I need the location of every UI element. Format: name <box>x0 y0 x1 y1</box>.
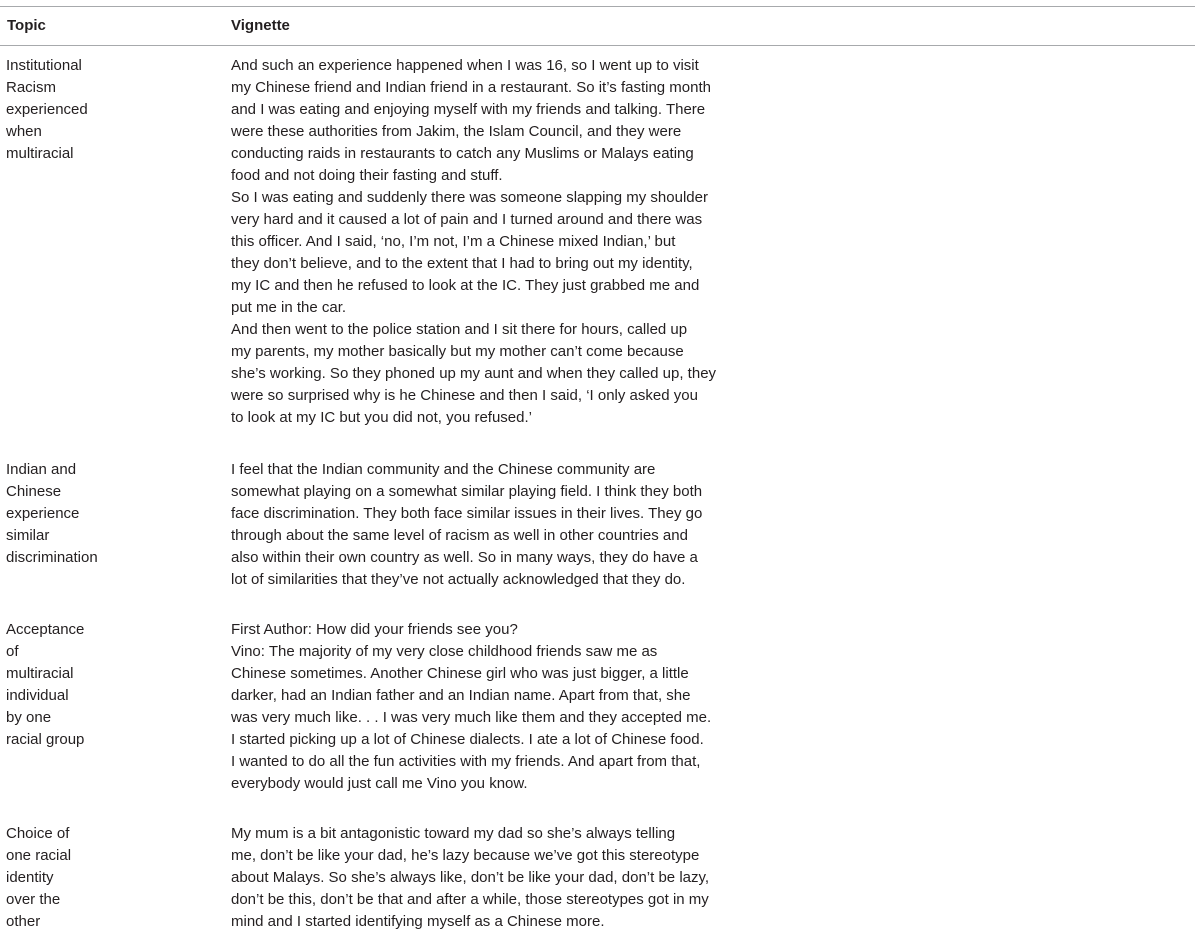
vignette-line: mind and I started identifying myself as a Chinese more. <box>231 913 605 930</box>
vignette-line: My mum is a bit antagonistic toward my dad so she’s always telling <box>231 825 676 842</box>
vignette-cell <box>231 619 1191 795</box>
vignette-line: food and not doing their fasting and stuff. <box>231 167 503 184</box>
topic-line: similar <box>6 527 50 544</box>
vignette-cell <box>231 55 1191 429</box>
vignette-line: me, don’t be like your dad, he’s lazy because we’ve got this stereotype <box>231 847 700 864</box>
vignette-line: don’t be this, don’t be that and after a while, those stereotypes got in my <box>231 891 709 908</box>
vignette-cell <box>231 823 1191 933</box>
vignette-line: about Malays. So she’s always like, don’t be like your dad, don’t be lazy, <box>231 869 710 886</box>
topic-line: by one <box>6 709 52 726</box>
topic-line: one racial <box>6 847 72 864</box>
topic-line: Choice of <box>6 825 70 842</box>
vignette-line: everybody would just call me Vino you know. <box>231 775 528 792</box>
vignette-line: I wanted to do all the fun activities with my friends. And apart from that, <box>231 753 701 770</box>
topic-line: experience <box>6 505 80 522</box>
topic-line: racial group <box>6 731 85 748</box>
vignette-line: I started picking up a lot of Chinese dialects. I ate a lot of Chinese food. <box>231 731 704 748</box>
vignette-line: conducting raids in restaurants to catch any Muslims or Malays eating <box>231 145 694 162</box>
vignette-line: they don’t believe, and to the extent that I had to bring out my identity, <box>231 255 693 272</box>
header-topic: Topic <box>7 17 46 34</box>
vignette-line: face discrimination. They both face similar issues in their lives. They go <box>231 505 703 522</box>
vignette-cell <box>231 459 1191 591</box>
vignette-line: And then went to the police station and I sit there for hours, called up <box>231 321 688 338</box>
vignette-line: and I was eating and enjoying myself with my friends and talking. There <box>231 101 706 118</box>
header-vignette: Vignette <box>231 17 290 34</box>
topic-line: Chinese <box>6 483 62 500</box>
vignette-line: Chinese sometimes. Another Chinese girl who was just bigger, a little <box>231 665 689 682</box>
vignette-line: was very much like. . . I was very much like them and they accepted me. <box>231 709 712 726</box>
topic-line: individual <box>6 687 69 704</box>
vignette-line: lot of similarities that they’ve not actually acknowledged that they do. <box>231 571 686 588</box>
topic-line: identity <box>6 869 54 886</box>
topic-cell <box>6 823 221 933</box>
topic-line: experienced <box>6 101 88 118</box>
topic-line: Indian and <box>6 461 77 478</box>
vignette-line: put me in the car. <box>231 299 347 316</box>
vignette-line: my Chinese friend and Indian friend in a restaurant. So it’s fasting month <box>231 79 711 96</box>
vignette-line: my parents, my mother basically but my mother can’t come because <box>231 343 684 360</box>
vignette-line: Vino: The majority of my very close childhood friends saw me as <box>231 643 658 660</box>
topic-line: multiracial <box>6 665 74 682</box>
topic-line: discrimination <box>6 549 98 566</box>
topic-line: other <box>6 913 41 930</box>
vignette-line: First Author: How did your friends see you? <box>231 621 518 638</box>
topic-cell <box>6 459 221 569</box>
vignette-line: she’s working. So they phoned up my aunt and when they called up, they <box>231 365 717 382</box>
vignette-line: my IC and then he refused to look at the IC. They just grabbed me and <box>231 277 700 294</box>
vignette-line: through about the same level of racism as well in other countries and <box>231 527 688 544</box>
topic-line: Racism <box>6 79 57 96</box>
vignette-line: this officer. And I said, ‘no, I’m not, I’m a Chinese mixed Indian,’ but <box>231 233 676 250</box>
header-rule <box>0 45 1195 46</box>
vignette-line: I feel that the Indian community and the Chinese community are <box>231 461 656 478</box>
vignette-line: also within their own country as well. So in many ways, they do have a <box>231 549 698 566</box>
vignette-line: to look at my IC but you did not, you refused.’ <box>231 409 532 426</box>
topic-line: over the <box>6 891 61 908</box>
topic-cell <box>6 55 221 165</box>
vignette-line: were these authorities from Jakim, the Islam Council, and they were <box>231 123 682 140</box>
topic-line: Institutional <box>6 57 82 74</box>
topic-cell <box>6 619 221 751</box>
vignette-line: somewhat playing on a somewhat similar playing field. I think they both <box>231 483 703 500</box>
vignette-line: were so surprised why is he Chinese and then I said, ‘I only asked you <box>231 387 698 404</box>
vignette-line: darker, had an Indian father and an Indian name. Apart from that, she <box>231 687 691 704</box>
vignette-line: very hard and it caused a lot of pain and I turned around and there was <box>231 211 703 228</box>
table-top-rule <box>0 6 1195 7</box>
topic-line: multiracial <box>6 145 74 162</box>
topic-line: of <box>6 643 19 660</box>
vignette-line: And such an experience happened when I was 16, so I went up to visit <box>231 57 699 74</box>
topic-line: when <box>6 123 42 140</box>
vignette-line: So I was eating and suddenly there was someone slapping my shoulder <box>231 189 708 206</box>
topic-line: Acceptance <box>6 621 85 638</box>
